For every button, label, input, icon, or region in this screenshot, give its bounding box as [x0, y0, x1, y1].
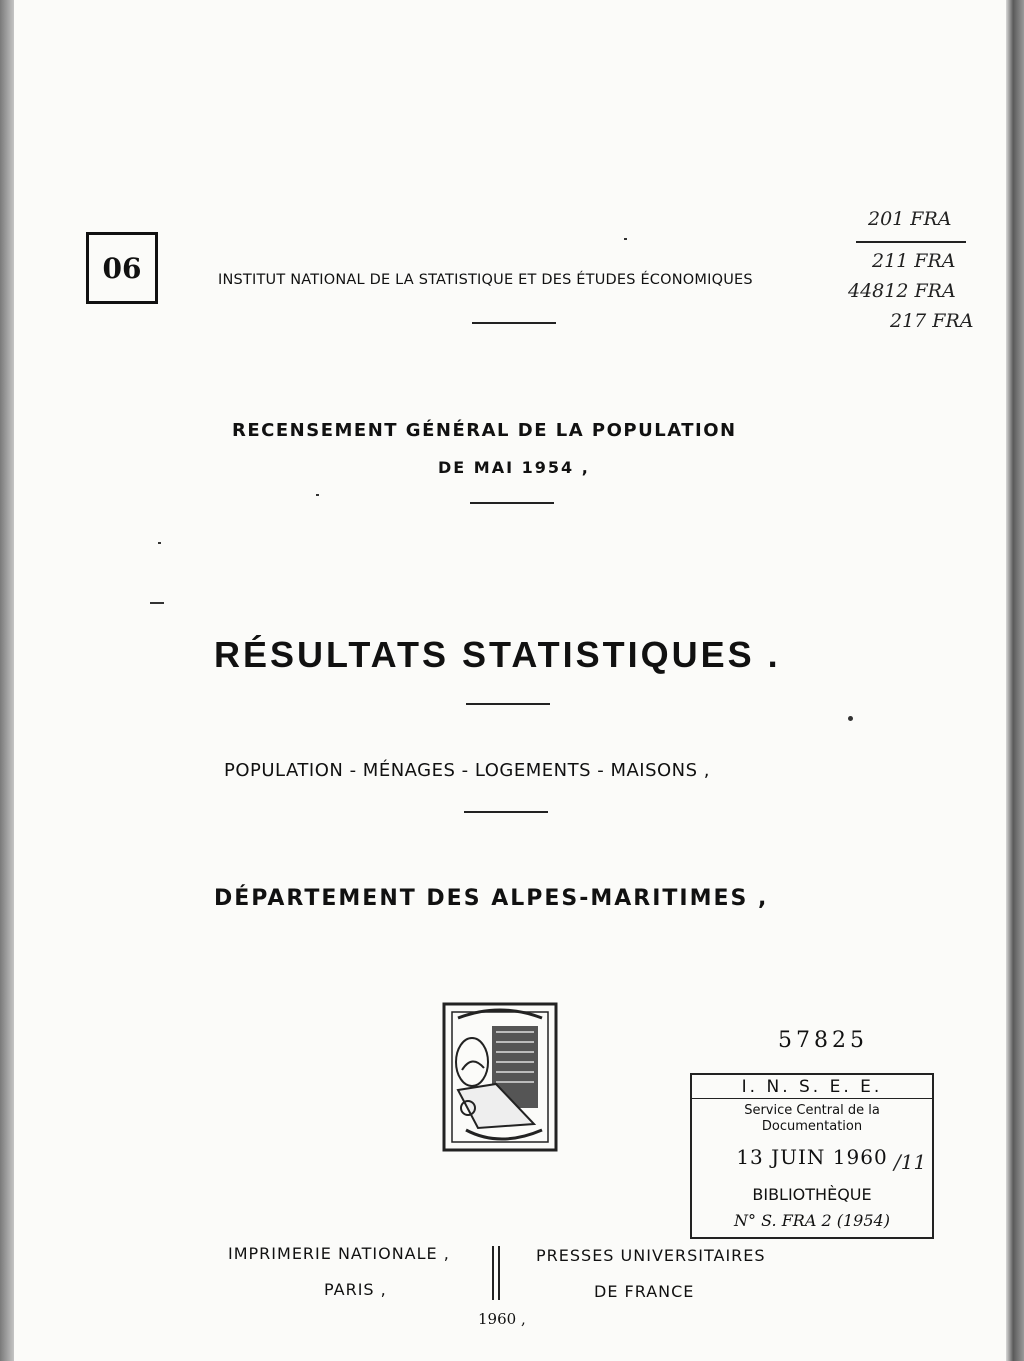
handwritten-code-2: 211 FRA [872, 250, 956, 272]
stamp-date: 13 JUIN 1960 [736, 1145, 888, 1169]
scan-edge-right [1006, 0, 1024, 1361]
subjects-divider [464, 811, 548, 813]
stamp-library: BIBLIOTHÈQUE [752, 1185, 872, 1204]
reference-number: 57825 [778, 1028, 868, 1053]
stamp-documentation: Documentation [761, 1119, 863, 1134]
printer-emblem [438, 998, 562, 1156]
stamp-handwritten-mark: ∕11 [894, 1150, 927, 1174]
stamp-service: Service Central de la [744, 1103, 880, 1118]
census-title-line2: DE MAI 1954 , [438, 458, 590, 477]
publisher-right-line2: DE FRANCE [594, 1282, 695, 1301]
publication-year: 1960 , [478, 1310, 526, 1328]
header-divider [472, 322, 556, 324]
publisher-left-line2: PARIS , [324, 1280, 387, 1299]
institute-name: INSTITUT NATIONAL DE LA STATISTIQUE ET DES ÉTUDES ÉCONOMIQUES [218, 272, 753, 288]
stamp-call-number: N° S. FRA 2 (1954) [734, 1211, 890, 1230]
publisher-left-line1: IMPRIMERIE NATIONALE , [228, 1244, 450, 1263]
stamp-org: I. N. S. E. E. [692, 1077, 932, 1099]
scan-speck [624, 238, 627, 240]
subjects-line: POPULATION - MÉNAGES - LOGEMENTS - MAISONS , [224, 760, 711, 781]
department-code-box: 06 [86, 232, 158, 304]
scan-speck [848, 716, 853, 721]
handwritten-code-3: 44812 FRA [848, 280, 956, 302]
handwritten-fraction-rule [856, 241, 966, 243]
publisher-divider [492, 1246, 500, 1300]
main-title: RÉSULTATS STATISTIQUES . [214, 634, 781, 675]
publisher-right-line1: PRESSES UNIVERSITAIRES [536, 1246, 766, 1265]
scan-speck [150, 602, 164, 604]
scan-speck [158, 542, 161, 544]
handwritten-code-1: 201 FRA [868, 208, 952, 230]
department-name: DÉPARTEMENT DES ALPES-MARITIMES , [214, 886, 769, 911]
census-divider [470, 502, 554, 504]
handwritten-code-4: 217 FRA [890, 310, 974, 332]
title-divider [466, 703, 550, 705]
census-title-line1: RECENSEMENT GÉNÉRAL DE LA POPULATION [232, 420, 737, 441]
scan-speck [316, 494, 319, 496]
